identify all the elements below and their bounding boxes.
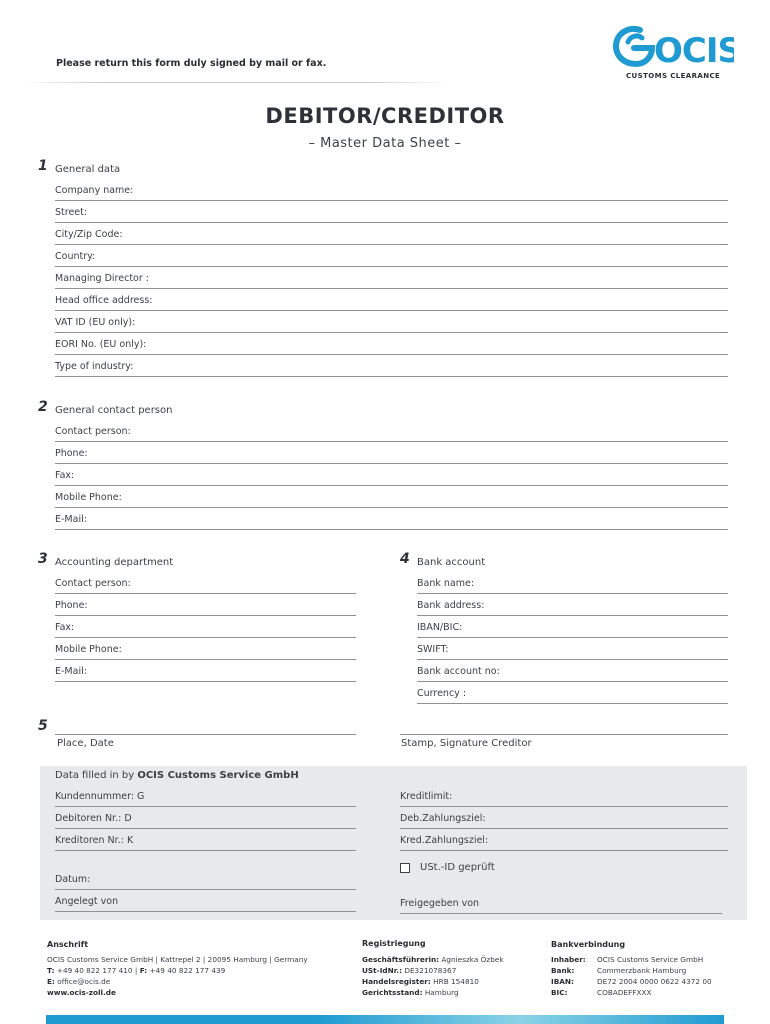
datum-field[interactable]: Datum: xyxy=(55,873,356,890)
place-date-line[interactable] xyxy=(55,734,356,735)
section-3-title: Accounting department xyxy=(55,557,174,568)
angelegt-von-field[interactable]: Angelegt von xyxy=(55,895,356,912)
bank-name-field[interactable]: Bank name: xyxy=(417,577,728,594)
contact-mobile-field[interactable]: Mobile Phone: xyxy=(55,491,728,508)
section-5-number: 5 xyxy=(38,718,48,734)
kred-zahlungsziel-field[interactable]: Kred.Zahlungsziel: xyxy=(400,834,728,851)
header-divider xyxy=(20,82,450,83)
section-1-number: 1 xyxy=(38,158,48,174)
iban-bic-field[interactable]: IBAN/BIC: xyxy=(417,621,728,638)
contact-phone-field[interactable]: Phone: xyxy=(55,447,728,464)
footer-reg-row: Geschäftsführerin: Agnieszka Özbek xyxy=(362,955,504,964)
kreditlimit-field[interactable]: Kreditlimit: xyxy=(400,790,728,807)
footer-tel-label: T: xyxy=(47,966,55,975)
accounting-phone-field[interactable]: Phone: xyxy=(55,599,356,616)
section-2-title: General contact person xyxy=(55,405,173,416)
page-subtitle: – Master Data Sheet – xyxy=(308,136,462,151)
footer-fax-label: F: xyxy=(139,966,148,975)
footer-color-bar xyxy=(46,1015,724,1024)
footer-tel: +49 40 822 177 410 xyxy=(56,966,133,975)
city-zip-field[interactable]: City/Zip Code: xyxy=(55,228,728,245)
footer-email-link[interactable]: office@ocis.de xyxy=(57,977,111,986)
logo-subtitle: CUSTOMS CLEARANCE xyxy=(626,72,721,80)
section-2-number: 2 xyxy=(38,399,48,415)
footer-bank-row: BIC: COBADEFFXXX xyxy=(551,988,652,997)
deb-zahlungsziel-field[interactable]: Deb.Zahlungsziel: xyxy=(400,812,728,829)
page-title: DEBITOR/CREDITOR xyxy=(265,104,505,128)
section-4-title: Bank account xyxy=(417,557,486,568)
kreditoren-field[interactable]: Kreditoren Nr.: K xyxy=(55,834,356,851)
footer-bank-row: IBAN: DE72 2004 0000 0622 4372 00 xyxy=(551,977,712,986)
currency-field[interactable]: Currency : xyxy=(417,687,728,704)
footer-registrierung-heading: Registriegung xyxy=(362,939,426,948)
footer-reg-row: Handelsregister: HRB 154810 xyxy=(362,977,479,986)
industry-field[interactable]: Type of industry: xyxy=(55,360,728,377)
ocis-logo-icon xyxy=(612,22,734,72)
footer-email-label: E: xyxy=(47,977,55,986)
section-4-number: 4 xyxy=(400,551,410,567)
footer-phone-fax-line: T: +49 40 822 177 410 | F: +49 40 822 177 439 xyxy=(47,966,226,975)
footer-web-link[interactable]: www.ocis-zoll.de xyxy=(47,988,116,997)
eori-field[interactable]: EORI No. (EU only): xyxy=(55,338,728,355)
footer-reg-row: USt-IdNr.: DE321078367 xyxy=(362,966,457,975)
internal-title-prefix: Data filled in by xyxy=(55,770,138,781)
footer-anschrift-heading: Anschrift xyxy=(47,940,89,949)
footer-registrierung xyxy=(362,954,542,998)
ust-id-checkbox[interactable] xyxy=(400,863,410,873)
stamp-signature-line[interactable] xyxy=(400,734,728,735)
footer-anschrift xyxy=(47,954,347,998)
accounting-email-field[interactable]: E-Mail: xyxy=(55,665,356,682)
footer-bank-row: Bank: Commerzbank Hamburg xyxy=(551,966,687,975)
accounting-contact-field[interactable]: Contact person: xyxy=(55,577,356,594)
head-office-field[interactable]: Head office address: xyxy=(55,294,728,311)
footer-fax: +49 40 822 177 439 xyxy=(149,966,226,975)
return-instruction: Please return this form duly signed by mail or fax. xyxy=(56,58,327,69)
footer-email-line xyxy=(47,976,347,987)
footer-bank-heading: Bankverbindung xyxy=(551,940,626,949)
section-3-number: 3 xyxy=(38,551,48,567)
swift-field[interactable]: SWIFT: xyxy=(417,643,728,660)
bank-address-field[interactable]: Bank address: xyxy=(417,599,728,616)
country-field[interactable]: Country: xyxy=(55,250,728,267)
freigegeben-von-field[interactable]: Freigegeben von xyxy=(400,897,722,914)
footer-bank xyxy=(551,954,741,998)
footer-bank-row: Inhaber: OCIS Customs Service GmbH xyxy=(551,955,704,964)
contact-email-field[interactable]: E-Mail: xyxy=(55,513,728,530)
internal-title-company: OCIS Customs Service GmbH xyxy=(137,770,299,781)
street-field[interactable]: Street: xyxy=(55,206,728,223)
footer-reg-row: Gerichtsstand: Hamburg xyxy=(362,988,459,997)
kundennummer-field[interactable]: Kundennummer: G xyxy=(55,790,356,807)
company-name-field[interactable]: Company name: xyxy=(55,184,728,201)
contact-fax-field[interactable]: Fax: xyxy=(55,469,728,486)
internal-box-title xyxy=(55,770,299,781)
ust-id-label: USt.-ID geprüft xyxy=(420,862,495,873)
accounting-mobile-field[interactable]: Mobile Phone: xyxy=(55,643,356,660)
managing-director-field[interactable]: Managing Director : xyxy=(55,272,728,289)
bank-account-no-field[interactable]: Bank account no: xyxy=(417,665,728,682)
debitoren-field[interactable]: Debitoren Nr.: D xyxy=(55,812,356,829)
svg-text:OCIS: OCIS xyxy=(654,31,734,71)
vat-id-field[interactable]: VAT ID (EU only): xyxy=(55,316,728,333)
stamp-signature-label: Stamp, Signature Creditor xyxy=(401,738,532,749)
accounting-fax-field[interactable]: Fax: xyxy=(55,621,356,638)
section-1-title: General data xyxy=(55,164,121,175)
contact-person-field[interactable]: Contact person: xyxy=(55,425,728,442)
place-date-label: Place, Date xyxy=(57,738,114,749)
footer-address-line: OCIS Customs Service GmbH | Kattrepel 2 | 20095 Hamburg | Germany xyxy=(47,955,308,964)
